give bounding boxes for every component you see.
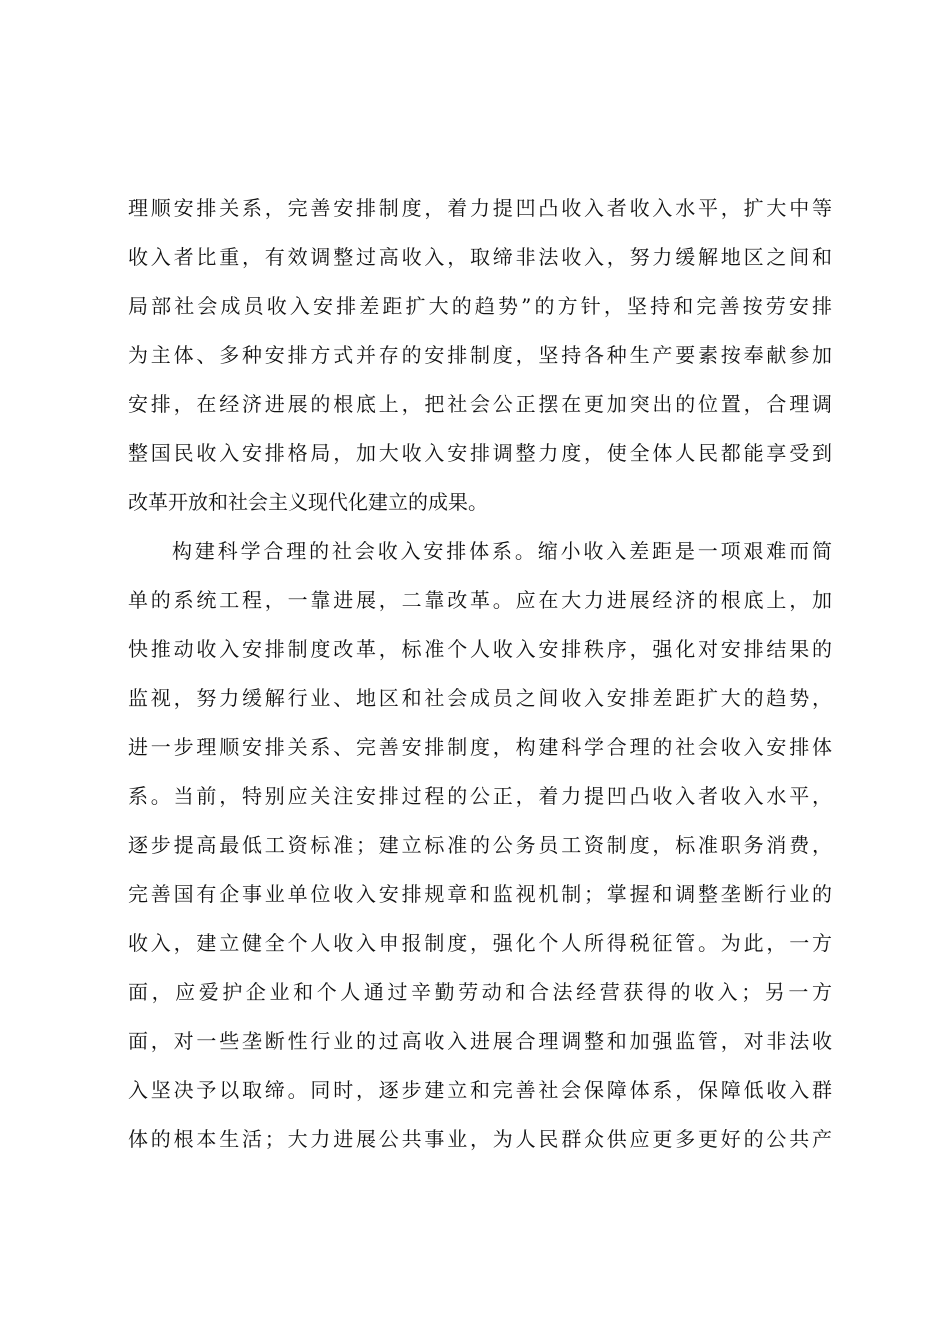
text-line: 为主体、多种安排方式并存的安排制度，坚持各种生产要素按奉献参加 (128, 343, 832, 367)
text-line: 完善国有企事业单位收入安排规章和监视机制；掌握和调整垄断行业的 (128, 882, 832, 906)
text-line: 整国民收入安排格局，加大收入安排调整力度，使全体人民都能享受到 (128, 441, 832, 465)
text-line: 监视，努力缓解行业、地区和社会成员之间收入安排差距扩大的趋势， (128, 686, 832, 710)
text-line: 面，对一些垄断性行业的过高收入进展合理调整和加强监管，对非法收 (128, 1029, 832, 1053)
text-line: 系。当前，特别应关注安排过程的公正，着力提凹凸收入者收入水平， (128, 784, 832, 808)
text-line: 收入者比重，有效调整过高收入，取缔非法收入，努力缓解地区之间和 (128, 245, 832, 269)
text-line: 理顺安排关系，完善安排制度，着力提凹凸收入者收入水平，扩大中等 (128, 196, 832, 220)
text-line: 安排，在经济进展的根底上，把社会公正摆在更加突出的位置，合理调 (128, 392, 832, 416)
text-line: 体的根本生活；大力进展公共事业，为人民群众供应更多更好的公共产 (128, 1127, 832, 1151)
text-line: 改革开放和社会主义现代化建立的成果。 (128, 490, 488, 514)
text-line: 逐步提高最低工资标准；建立标准的公务员工资制度，标准职务消费， (128, 833, 832, 857)
text-line: 入坚决予以取缔。同时，逐步建立和完善社会保障体系，保障低收入群 (128, 1078, 832, 1102)
text-line: 收入，建立健全个人收入申报制度，强化个人所得税征管。为此，一方 (128, 931, 832, 955)
paragraph (128, 527, 832, 1164)
text-line: 快推动收入安排制度改革，标准个人收入安排秩序，强化对安排结果的 (128, 637, 832, 661)
text-line: 单的系统工程，一靠进展，二靠改革。应在大力进展经济的根底上，加 (128, 588, 832, 612)
document-body (128, 184, 832, 1164)
text-line: 进一步理顺安排关系、完善安排制度，构建科学合理的社会收入安排体 (128, 735, 832, 759)
text-line: 构建科学合理的社会收入安排体系。缩小收入差距是一项艰难而简 (172, 539, 832, 563)
text-line: 局部社会成员收入安排差距扩大的趋势”的方针，坚持和完善按劳安排 (128, 294, 832, 318)
paragraph (128, 184, 832, 527)
text-line: 面，应爱护企业和个人通过辛勤劳动和合法经营获得的收入；另一方 (128, 980, 832, 1004)
